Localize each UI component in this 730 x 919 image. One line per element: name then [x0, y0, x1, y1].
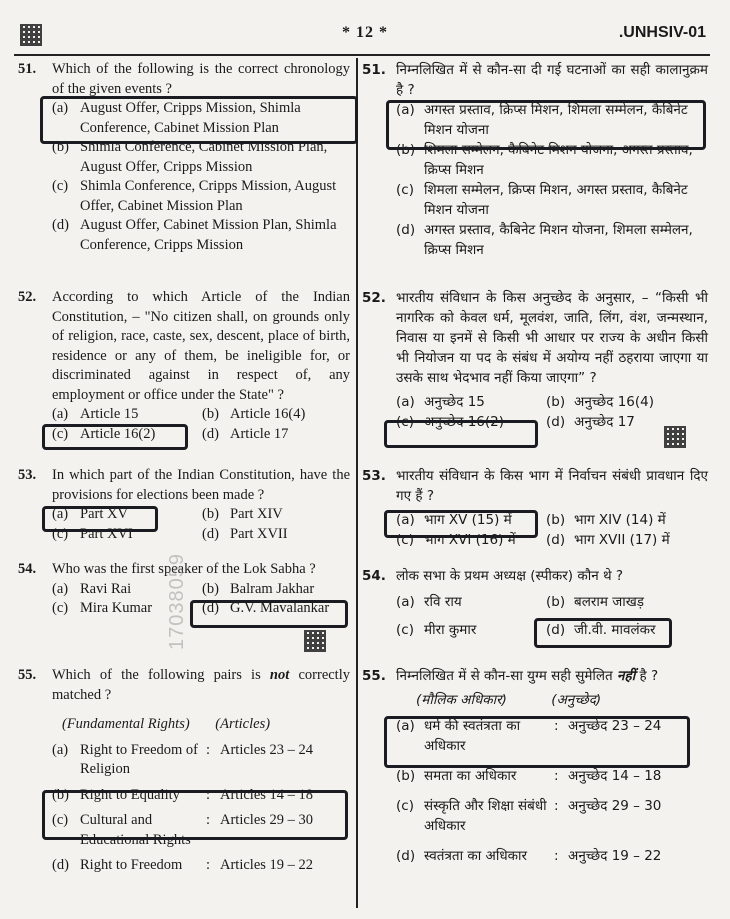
- answer-mark: [42, 424, 188, 450]
- option-a[interactable]: (a) रवि राय: [396, 594, 462, 610]
- option-c[interactable]: (c) Mira Kumar: [52, 600, 153, 616]
- question-52-hi: 52. भारतीय संविधान के किस अनुच्छेद के अनुसार, – “किसी भी नागरिक को केवल धर्म, मूलवंश, जाति, लिंग, वंश, जन्मस्थान, निवास या इनमें से किसी भी आधार पर राज्य के अधीन किसी भी नियोजन या पद के संबंध में अयोग्य नहीं ठहराया जाएगा या उसके साथ भेदभाव नहीं किया जाएगा” ? (a) अनुच्छेद 15 (b) अनुच्छेद 16(4) (c) अनुच्छेद 16(2) (d) अनुच्छेद 17: [362, 288, 708, 432]
- option-d[interactable]: (d) Article 17: [202, 425, 289, 442]
- match-table: (a) धर्म की स्वतंत्रता का अधिकार : अनुच्छेद 23 – 24 (b) समता का अधिकार : अनुच्छेद 14 – 18 (c) संस्कृति और शिक्षा संबंधी अधिकार : अनुच्छेद 29 – 30 (d) स्वतंत्रता का अधिकार : अनुच्छेद 19 – 22: [396, 718, 662, 864]
- option-c[interactable]: (c) भाग XVI (16) में: [396, 532, 516, 548]
- option-a[interactable]: (a) Article 15: [52, 406, 139, 422]
- option-b[interactable]: (b): [396, 768, 416, 784]
- answer-mark: [384, 510, 538, 538]
- question-55-hi: 55. निम्नलिखित में से कौन-सा युग्म सही सुमेलित नहीं है ? (मौलिक अधिकार) (अनुच्छेद) (a) धर्म की स्वतंत्रता का अधिकार : अनुच्छेद 23 – 24 (b) समता का अधिकार : अनुच्छेद 14 – 18 (c) संस्कृति और शिक्षा संबंधी अधिकार : अनुच्छेद 29 – 30 (d) स्वतंत्रता का अधिकार : अनुच्छेद 19 – 22: [362, 666, 708, 866]
- question-text: According to which Article of the Indian Constitution, – "No citizen shall, on grounds only of religion, race, caste, sex, descent, place of birth, residence or any of them, be ineligible for, or discriminated against in respect of, any employment or office under the State" ?: [52, 289, 350, 403]
- option-c[interactable]: (c) Article 16(2): [52, 425, 156, 442]
- column-heading-left: (मौलिक अधिकार): [416, 692, 507, 708]
- option-a[interactable]: (a) August Offer, Cripps Mission, Shimla Conference, Cabinet Mission Plan: [52, 100, 301, 136]
- option-c[interactable]: (c) Shimla Conference, Cripps Mission, August Offer, Cabinet Mission Plan: [52, 178, 337, 214]
- question-55-en: 55. Which of the following pairs is not correctly matched ? (Fundamental Rights) (Articles) (a) Right to Freedom of Religion : Articles 23 – 24 (b) Right to Equality : Articles 14 – 18 (c) Cultural and Educational Rights : Articles 29 – 30 (d) Right to Freedom : Articles 19 – 22: [18, 666, 350, 876]
- question-text: भारतीय संविधान के किस अनुच्छेद के अनुसार, – “किसी भी नागरिक को केवल धर्म, मूलवंश, जाति, लिंग, वंश, जन्मस्थान, निवास या इनमें से किसी भी आधार पर राज्य के अधीन किसी भी नियोजन या पद के संबंध में अयोग्य नहीं ठहराया जाएगा या उसके साथ भेदभाव नहीं किया जाएगा” ?: [396, 290, 708, 386]
- qr-code-icon: [664, 426, 686, 448]
- watermark: 17038059: [166, 553, 188, 650]
- booklet-code: .UNHSIV-01: [618, 24, 706, 41]
- option-b[interactable]: (b) Part XIV: [202, 506, 283, 522]
- qr-code-icon: [304, 630, 326, 652]
- option-c[interactable]: (c) अनुच्छेद 16(2): [396, 414, 504, 430]
- column-divider: [356, 58, 358, 908]
- question-text: निम्नलिखित में से कौन-सा दी गई घटनाओं का सही कालानुक्रम है ?: [396, 62, 708, 98]
- answer-mark: [42, 790, 348, 840]
- question-51-hi: 51. निम्नलिखित में से कौन-सा दी गई घटनाओं का सही कालानुक्रम है ? (a) अगस्त प्रस्ताव, क्रिप्स मिशन, शिमला सम्मेलन, कैबिनेट मिशन योजना (b) शिमला सम्मेलन, कैबिनेट मिशन योजना, अगस्त प्रस्ताव, क्रिप्स मिशन (c) शिमला सम्मेलन, क्रिप्स मिशन, अगस्त प्रस्ताव, कैबिनेट मिशन योजना (d) अगस्त प्रस्ताव, कैबिनेट मिशन योजना, शिमला सम्मेलन, क्रिप्स मिशन: [362, 62, 708, 258]
- header-divider: [14, 54, 710, 56]
- option-c[interactable]: (c) शिमला सम्मेलन, क्रिप्स मिशन, अगस्त प्रस्ताव, कैबिनेट मिशन योजना: [396, 182, 688, 218]
- option-b[interactable]: (b) भाग XIV (14) में: [546, 512, 666, 528]
- question-text: Which of the following pairs is not correctly matched ?: [52, 667, 350, 703]
- option-d[interactable]: (d) अनुच्छेद 17: [546, 414, 635, 430]
- question-text: Which of the following is the correct chronology of the given events ?: [52, 61, 350, 97]
- question-text: Who was the first speaker of the Lok Sabha ?: [52, 561, 316, 577]
- answer-mark: [534, 618, 672, 648]
- answer-mark: [386, 100, 706, 150]
- option-d[interactable]: (d) अगस्त प्रस्ताव, कैबिनेट मिशन योजना, शिमला सम्मेलन, क्रिप्स मिशन: [396, 222, 693, 258]
- option-d[interactable]: (d) G.V. Mavalankar: [202, 600, 330, 616]
- answer-mark: [42, 506, 158, 532]
- answer-mark: [384, 716, 690, 768]
- option-b[interactable]: (b) Shimla Conference, Cabinet Mission Plan, August Offer, Cripps Mission: [52, 139, 328, 175]
- option-a[interactable]: (a) Ravi Rai: [52, 580, 132, 597]
- question-52-en: 52. According to which Article of the Indian Constitution, – "No citizen shall, on grounds only of religion, race, caste, sex, descent, place of birth, residence or any of them, be ineligible for, or discriminated against in respect of, any employment or office under the State" ? (a) Article 15 (b) Article 16(4) (c) Article 16(2) (d) Article 17: [18, 288, 350, 444]
- option-b[interactable]: (b) Article 16(4): [202, 406, 306, 422]
- question-text: In which part of the Indian Constitution, have the provisions for elections been made ?: [52, 467, 350, 503]
- question-53-hi: 53. भारतीय संविधान के किस भाग में निर्वाचन संबंधी प्रावधान दिए गए हैं ? (a) भाग XV (15) में (b) भाग XIV (14) में (c) भाग XVI (16) में (d) भाग XVII (17) में: [362, 468, 708, 548]
- answer-mark: [40, 96, 358, 144]
- option-a[interactable]: (a): [52, 741, 69, 758]
- option-a[interactable]: (a): [396, 718, 415, 734]
- option-c[interactable]: (c): [396, 798, 414, 814]
- option-b[interactable]: (b) अनुच्छेद 16(4): [546, 394, 654, 410]
- column-heading-left: (Fundamental Rights): [62, 716, 190, 732]
- question-text: भारतीय संविधान के किस भाग में निर्वाचन संबंधी प्रावधान दिए गए हैं ?: [396, 468, 708, 504]
- option-b[interactable]: (b): [52, 786, 69, 803]
- option-c[interactable]: (c) मीरा कुमार: [396, 622, 477, 638]
- page-number: * 12 *: [342, 24, 388, 41]
- option-d[interactable]: (d) जी.वी. मावलंकर: [546, 622, 656, 638]
- option-a[interactable]: (a) अनुच्छेद 15: [396, 394, 485, 410]
- answer-mark: [384, 420, 538, 448]
- column-heading-right: (अनुच्छेद): [551, 692, 602, 708]
- option-a[interactable]: (a) भाग XV (15) में: [396, 512, 512, 528]
- question-51-en: 51. Which of the following is the correct chronology of the given events ? (a) August Offer, Cripps Mission, Shimla Conference, Cabinet Mission Plan (b) Shimla Conference, Cabinet Mission Plan, August Offer, Cripps Mission (c) Shimla Conference, Cripps Mission, August Offer, Cabinet Mission Plan (d) August Offer, Cabinet Mission Plan, Shimla Conference, Cripps Mission: [18, 60, 350, 255]
- option-a[interactable]: (a) अगस्त प्रस्ताव, क्रिप्स मिशन, शिमला सम्मेलन, कैबिनेट मिशन योजना: [396, 102, 688, 138]
- question-text: लोक सभा के प्रथम अध्यक्ष (स्पीकर) कौन थे ?: [396, 568, 624, 584]
- question-text: निम्नलिखित में से कौन-सा युग्म सही सुमेलित नहीं है ?: [396, 668, 659, 684]
- option-b[interactable]: (b) बलराम जाखड़: [546, 594, 645, 610]
- page-header: [0, 0, 730, 50]
- question-54-en: 54. Who was the first speaker of the Lok Sabha ? (a) Ravi Rai (b) Balram Jakhar (c) Mira Kumar (d) G.V. Mavalankar: [18, 560, 350, 619]
- option-d[interactable]: (d): [52, 857, 69, 873]
- answer-mark: [190, 600, 348, 628]
- option-c[interactable]: (c) Part XVI: [52, 525, 133, 542]
- option-b[interactable]: (b) Balram Jakhar: [202, 580, 315, 597]
- option-d[interactable]: (d): [396, 848, 416, 864]
- question-53-en: 53. In which part of the Indian Constitution, have the provisions for elections been made ? (a) Part XV (b) Part XIV (c) Part XVI (d) Part XVII: [18, 466, 350, 544]
- option-a[interactable]: (a) Part XV: [52, 506, 128, 522]
- option-d[interactable]: (d) भाग XVII (17) में: [546, 532, 670, 548]
- option-c[interactable]: (c): [52, 812, 69, 828]
- column-heading-right: (Articles): [215, 716, 271, 732]
- option-b[interactable]: (b) शिमला सम्मेलन, कैबिनेट मिशन योजना, अगस्त प्रस्ताव, क्रिप्स मिशन: [396, 142, 693, 178]
- option-d[interactable]: (d) Part XVII: [202, 525, 288, 542]
- match-table: (a) Right to Freedom of Religion : Articles 23 – 24 (b) Right to Equality : Articles 14 – 18 (c) Cultural and Educational Rights : Articles 29 – 30 (d) Right to Freedom : Articles 19 – 22: [52, 741, 350, 876]
- question-54-hi: 54. लोक सभा के प्रथम अध्यक्ष (स्पीकर) कौन थे ? (a) रवि राय (b) बलराम जाखड़ (c) मीरा कुमार (d) जी.वी. मावलंकर: [362, 566, 708, 640]
- option-d[interactable]: (d) August Offer, Cabinet Mission Plan, Shimla Conference, Cripps Mission: [52, 217, 337, 253]
